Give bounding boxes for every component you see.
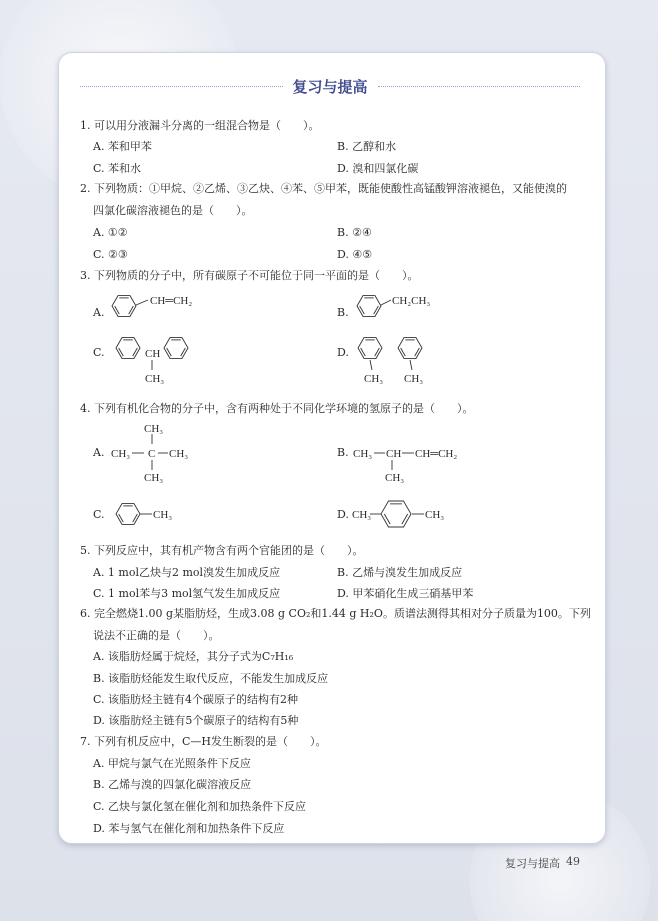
option-d: D. 苯与氢气在催化剂和加热条件下反应 xyxy=(93,822,285,835)
question-6: 6. 完全燃烧1.00 g某脂肪烃，生成3.08 g CO₂和1.44 g H₂O。质谱法测得其相对分子质量为100。下列 xyxy=(80,607,591,620)
formula-ch3: CH₃ xyxy=(145,373,165,385)
option-a: A. 苯和甲苯 xyxy=(93,140,152,153)
formula-ch: CH xyxy=(386,448,402,460)
option-a: A. ①② xyxy=(93,226,128,239)
option-b: B. xyxy=(337,306,349,319)
option-b: B. 乙烯与溴的四氯化碳溶液反应 xyxy=(93,778,252,791)
option-a: A. 1 mol乙炔与2 mol溴发生加成反应 xyxy=(93,566,281,579)
option-d: D. xyxy=(337,346,349,359)
double-bond xyxy=(384,514,390,524)
benzene-ring xyxy=(164,338,188,359)
formula-ch3: CH₃ xyxy=(144,472,164,484)
double-bond xyxy=(119,514,124,522)
option-c: C. 乙炔与氯化氢在催化剂和加热条件下反应 xyxy=(93,800,307,813)
benzene-ring xyxy=(358,338,382,359)
double-bond xyxy=(181,348,186,356)
benzene-ring xyxy=(381,501,411,527)
question-2: 2. 下列物质：①甲烷、②乙烯、③乙炔、④苯、⑤甲苯，既能使酸性高锰酸钾溶液褪色，又能使溴的 xyxy=(80,182,567,195)
question-1: 1. 可以用分液漏斗分离的一组混合物是（ ）。 xyxy=(80,119,320,132)
formula-ch3: CH₃ xyxy=(144,423,164,435)
double-bond xyxy=(119,348,124,356)
question-6-cont: 说法不正确的是（ ）。 xyxy=(93,629,220,642)
option-d: D. xyxy=(337,508,349,521)
option-c: C. xyxy=(93,346,105,359)
option-a: A. 甲烷与氯气在光照条件下反应 xyxy=(93,757,251,770)
formula-vinyl: CH═CH₂ xyxy=(415,448,458,460)
footer-section: 复习与提高 xyxy=(505,857,560,870)
double-bond xyxy=(360,306,365,314)
formula-ethyl: CH₂CH₃ xyxy=(392,295,431,307)
option-d: D. 甲苯硝化生成三硝基甲苯 xyxy=(337,587,474,600)
formula-ch: CH xyxy=(145,348,161,360)
formula-ch3: CH₃ xyxy=(353,448,373,460)
option-b: B. 该脂肪烃能发生取代反应，不能发生加成反应 xyxy=(93,672,329,685)
double-bond xyxy=(374,306,379,314)
formula-ch3: CH₃ xyxy=(385,472,405,484)
option-c: C. 该脂肪烃主链有4个碳原子的结构有2种 xyxy=(93,693,299,706)
double-bond xyxy=(402,514,408,524)
option-a: A. xyxy=(93,446,105,459)
double-bond xyxy=(361,348,366,356)
benzene-ring xyxy=(116,338,140,359)
option-d: D. ④⑤ xyxy=(337,248,373,261)
double-bond xyxy=(129,306,134,314)
option-c: C. 苯和水 xyxy=(93,162,142,175)
option-c: C. xyxy=(93,508,105,521)
option-d: D. 该脂肪烃主链有5个碳原子的结构有5种 xyxy=(93,714,299,727)
question-4: 4. 下列有机化合物的分子中，含有两种处于不同化学环境的氢原子的是（ ）。 xyxy=(80,402,474,415)
option-a: A. 该脂肪烃属于烷烃，其分子式为C₇H₁₆ xyxy=(93,650,294,663)
formula-ch3: CH₃ xyxy=(153,509,173,521)
formula-c: C xyxy=(148,448,156,460)
option-a: A. xyxy=(93,306,105,319)
double-bond xyxy=(415,348,420,356)
option-b: B. 乙烯与溴发生加成反应 xyxy=(337,566,463,579)
formula-ch3: CH₃ xyxy=(111,448,131,460)
option-b: B. ②④ xyxy=(337,226,372,239)
option-b: B. 乙醇和水 xyxy=(337,140,397,153)
benzene-ring xyxy=(398,338,422,359)
section-title: 复习与提高 xyxy=(292,77,368,96)
benzene-ring xyxy=(112,296,136,317)
question-5: 5. 下列反应中，其有机产物含有两个官能团的是（ ）。 xyxy=(80,544,364,557)
double-bond xyxy=(167,348,172,356)
double-bond xyxy=(133,348,138,356)
double-bond xyxy=(115,306,120,314)
option-d: D. 溴和四氯化碳 xyxy=(337,162,419,175)
question-7: 7. 下列有机反应中，C—H发生断裂的是（ ）。 xyxy=(80,735,327,748)
formula-ch3: CH₃ xyxy=(352,509,372,521)
formula-vinyl: CH═CH₂ xyxy=(150,295,193,307)
benzene-ring xyxy=(116,504,140,525)
formula-ch3: CH₃ xyxy=(404,373,424,385)
formula-ch3: CH₃ xyxy=(364,373,384,385)
formula-ch3: CH₃ xyxy=(169,448,189,460)
option-c: C. 1 mol苯与3 mol氢气发生加成反应 xyxy=(93,587,281,600)
double-bond xyxy=(133,514,138,522)
formula-ch3: CH₃ xyxy=(425,509,445,521)
option-b: B. xyxy=(337,446,349,459)
page-number: 49 xyxy=(566,855,580,868)
benzene-ring xyxy=(357,296,381,317)
double-bond xyxy=(401,348,406,356)
option-c: C. ②③ xyxy=(93,248,128,261)
double-bond xyxy=(375,348,380,356)
question-2-cont: 四氯化碳溶液褪色的是（ ）。 xyxy=(93,204,253,217)
question-3: 3. 下列物质的分子中，所有碳原子不可能位于同一平面的是（ ）。 xyxy=(80,269,419,282)
